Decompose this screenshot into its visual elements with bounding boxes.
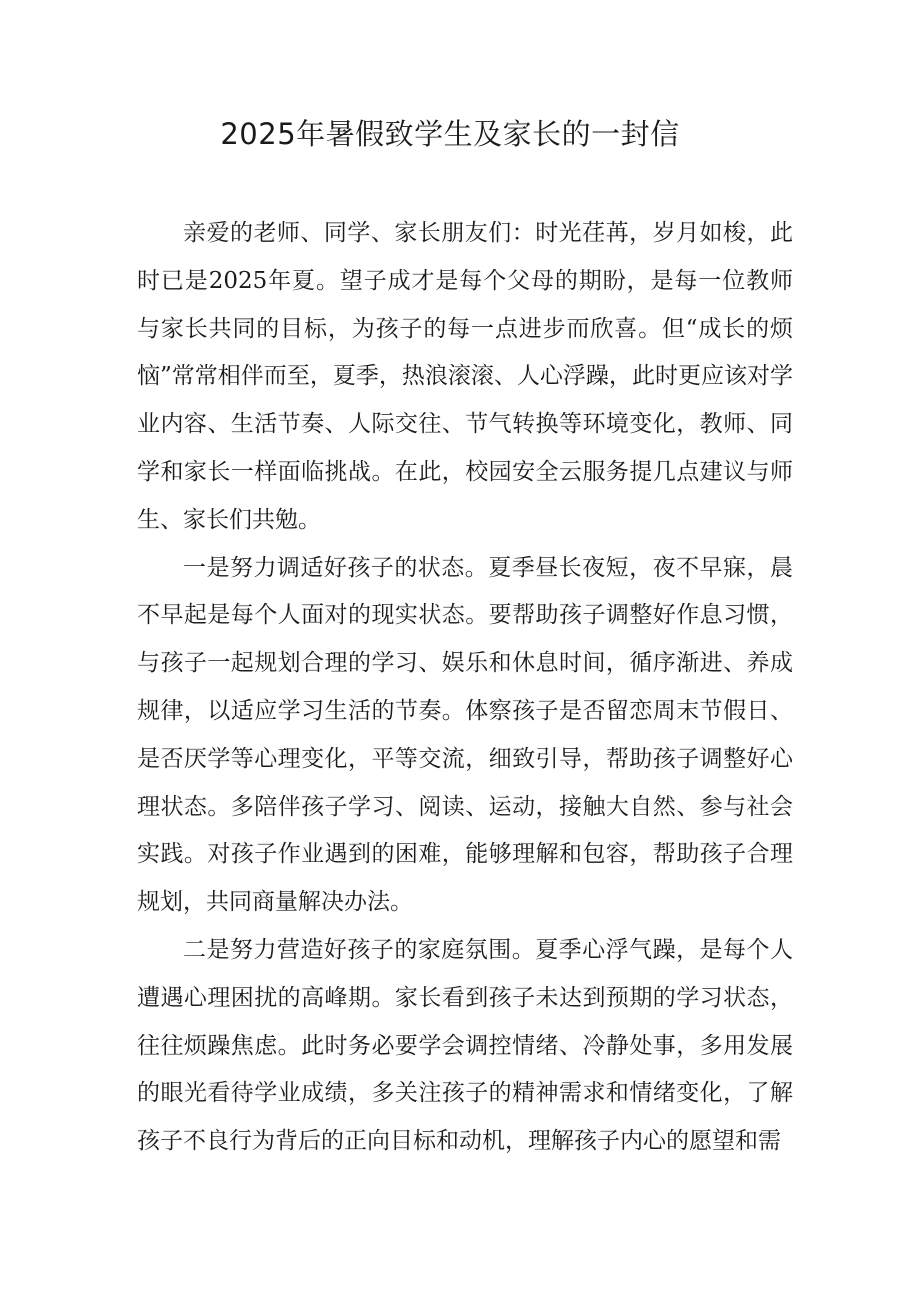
paragraph-point-one: 一是努力调适好孩子的状态。夏季昼长夜短，夜不早寐，晨不早起是每个人面对的现实状态。要帮助孩子调整好作息习惯，与孩子一起规划合理的学习、娱乐和休息时间，循序渐进、养成规律，以适应学习生活的节奏。体察孩子是否留恋周末节假日、是否厌学等心理变化，平等交流，细致引导，帮助孩子调整好心理状态。多陪伴孩子学习、阅读、运动，接触大自然、参与社会实践。对孩子作业遇到的困难，能够理解和包容，帮助孩子合理规划，共同商量解决办法。 [137,554,793,916]
paragraph-point-two: 二是努力营造好孩子的家庭氛围。夏季心浮气躁，是每个人遭遇心理困扰的高峰期。家长看到孩子未达到预期的学习状态，往往烦躁焦虑。此时务必要学会调控情绪、冷静处事，多用发展的眼光看待学业成绩，多关注孩子的精神需求和情绪变化，了解孩子不良行为背后的正向目标和动机，理解孩子内心的愿望和需 [137,936,793,1155]
document-body [137,210,793,1166]
document-title: 2025年暑假致学生及家长的一封信 [220,117,680,151]
paragraph-greeting: 亲爱的老师、同学、家长朋友们：时光荏苒，岁月如梭，此时已是2025年夏。望子成才是每个父母的期盼，是每一位教师与家长共同的目标，为孩子的每一点进步而欣喜。但“成长的烦恼”常常相伴而至，夏季，热浪滚滚、人心浮躁，此时更应该对学业内容、生活节奏、人际交往、节气转换等环境变化，教师、同学和家长一样面临挑战。在此，校园安全云服务提几点建议与师生、家长们共勉。 [137,220,793,533]
